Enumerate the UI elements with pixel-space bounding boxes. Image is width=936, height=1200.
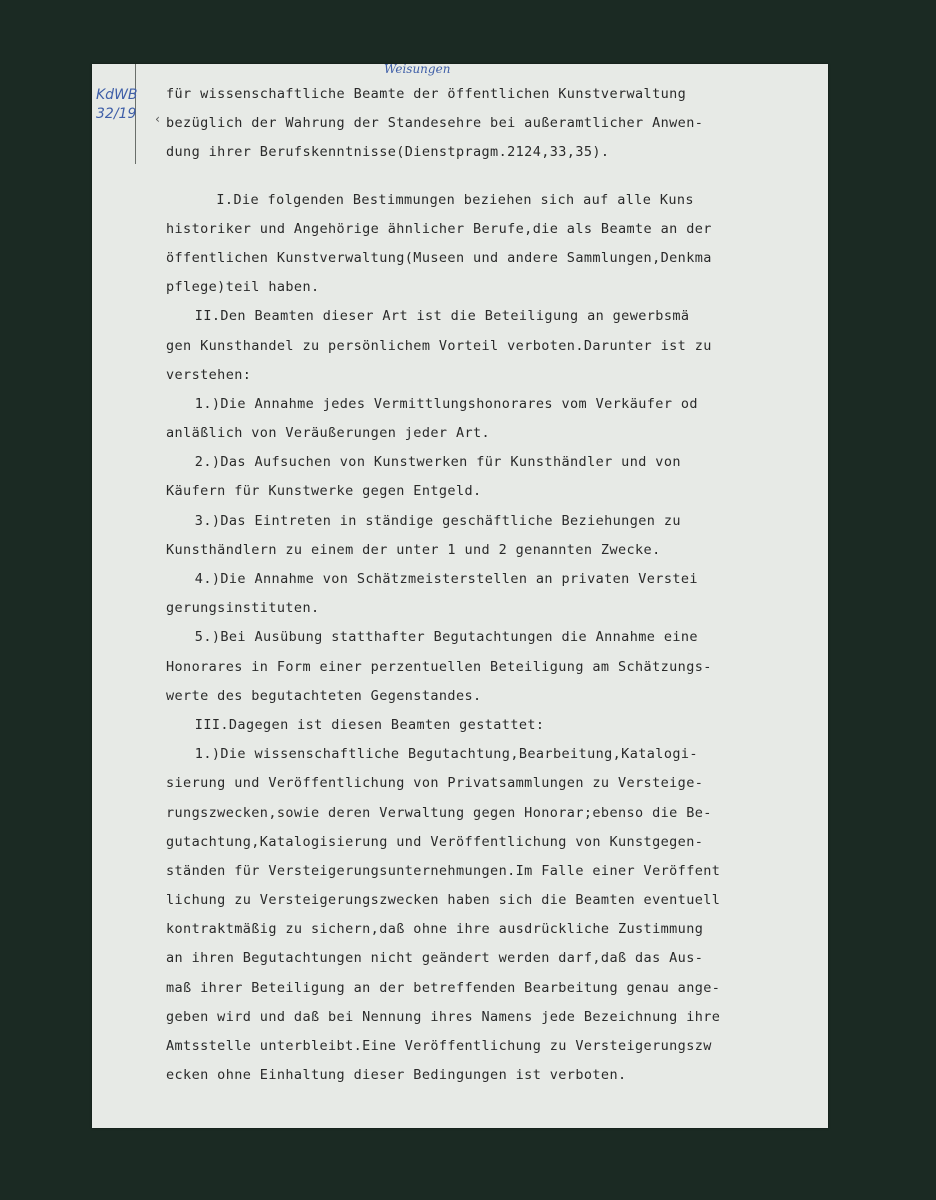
text-line: dung ihrer Berufskenntnisse(Dienstpragm.2124,33,35). — [166, 144, 610, 161]
text-line: pflege)teil haben. — [166, 279, 320, 296]
archive-notation — [96, 86, 142, 124]
text-line: I.Die folgenden Bestimmungen beziehen sich auf alle Kuns — [216, 191, 694, 208]
text-line: III.Dagegen ist diesen Beamten gestattet: — [194, 716, 545, 733]
text-line: lichung zu Versteigerungszwecken haben sich die Beamten eventuell — [166, 892, 721, 909]
text-line: maß ihrer Beteiligung an der betreffenden Bearbeitung genau ange- — [166, 979, 721, 996]
text-line: Honorares in Form einer perzentuellen Beteiligung am Schätzungs- — [166, 658, 712, 675]
text-line: 5.)Bei Ausübung statthafter Begutachtungen die Annahme eine — [194, 629, 698, 646]
text-line: rungszwecken,sowie deren Verwaltung gegen Honorar;ebenso die Be- — [166, 804, 712, 821]
text-line: gutachtung,Katalogisierung und Veröffentlichung von Kunstgegen- — [166, 833, 704, 850]
text-line: 2.)Das Aufsuchen von Kunstwerken für Kunsthändler und von — [194, 454, 681, 471]
text-line: ecken ohne Einhaltung dieser Bedingungen ist verboten. — [166, 1067, 627, 1084]
text-line: für wissenschaftliche Beamte der öffentlichen Kunstverwaltung — [166, 86, 687, 102]
text-line: historiker und Angehörige ähnlicher Berufe,die als Beamte an der — [166, 220, 712, 237]
text-line: sierung und Veröffentlichung von Privatsammlungen zu Versteige- — [166, 775, 704, 792]
text-line — [166, 168, 826, 186]
archive-notation-line-1: KdWB — [96, 87, 138, 103]
handwritten-insert: Weisungen — [384, 62, 451, 76]
typed-text-body — [166, 80, 826, 1090]
text-line: II.Den Beamten dieser Art ist die Beteiligung an gewerbsmä — [194, 308, 690, 325]
text-line: gerungsinstituten. — [166, 600, 320, 617]
text-line: an ihren Begutachtungen nicht geändert werden darf,daß das Aus- — [166, 950, 704, 967]
text-line: kontraktmäßig zu sichern,daß ohne ihre ausdrückliche Zustimmung — [166, 921, 704, 938]
text-line: werte des begutachteten Gegenstandes. — [166, 687, 482, 704]
text-line: 1.)Die Annahme jedes Vermittlungshonorares vom Verkäufer od — [194, 395, 698, 412]
text-line: ständen für Versteigerungsunternehmungen.Im Falle einer Veröffent — [166, 862, 721, 879]
text-line: 1.)Die wissenschaftliche Begutachtung,Bearbeitung,Katalogi- — [194, 746, 698, 763]
text-line: Kunsthändlern zu einem der unter 1 und 2 genannten Zwecke. — [166, 541, 661, 558]
text-line: gen Kunsthandel zu persönlichem Vorteil verboten.Darunter ist zu — [166, 337, 712, 354]
text-line: geben wird und daß bei Nennung ihres Namens jede Bezeichnung ihre — [166, 1008, 721, 1025]
text-line: Käufern für Kunstwerke gegen Entgeld. — [166, 483, 482, 500]
text-line: bezüglich der Wahrung der Standesehre bei außeramtlicher Anwen- — [166, 115, 704, 132]
archive-notation-line-2: 32/19 — [96, 106, 137, 122]
text-line: anläßlich von Veräußerungen jeder Art. — [166, 425, 491, 442]
margin-tick-mark: ‹ — [154, 112, 162, 126]
text-line: Amtsstelle unterbleibt.Eine Veröffentlichung zu Versteigerungszw — [166, 1038, 712, 1054]
text-line: 3.)Das Eintreten in ständige geschäftliche Beziehungen zu — [194, 512, 681, 529]
text-line: öffentlichen Kunstverwaltung(Museen und andere Sammlungen,Denkma — [166, 249, 712, 266]
text-line: verstehen: — [166, 366, 252, 383]
text-line: 4.)Die Annahme von Schätzmeisterstellen an privaten Verstei — [194, 571, 698, 587]
